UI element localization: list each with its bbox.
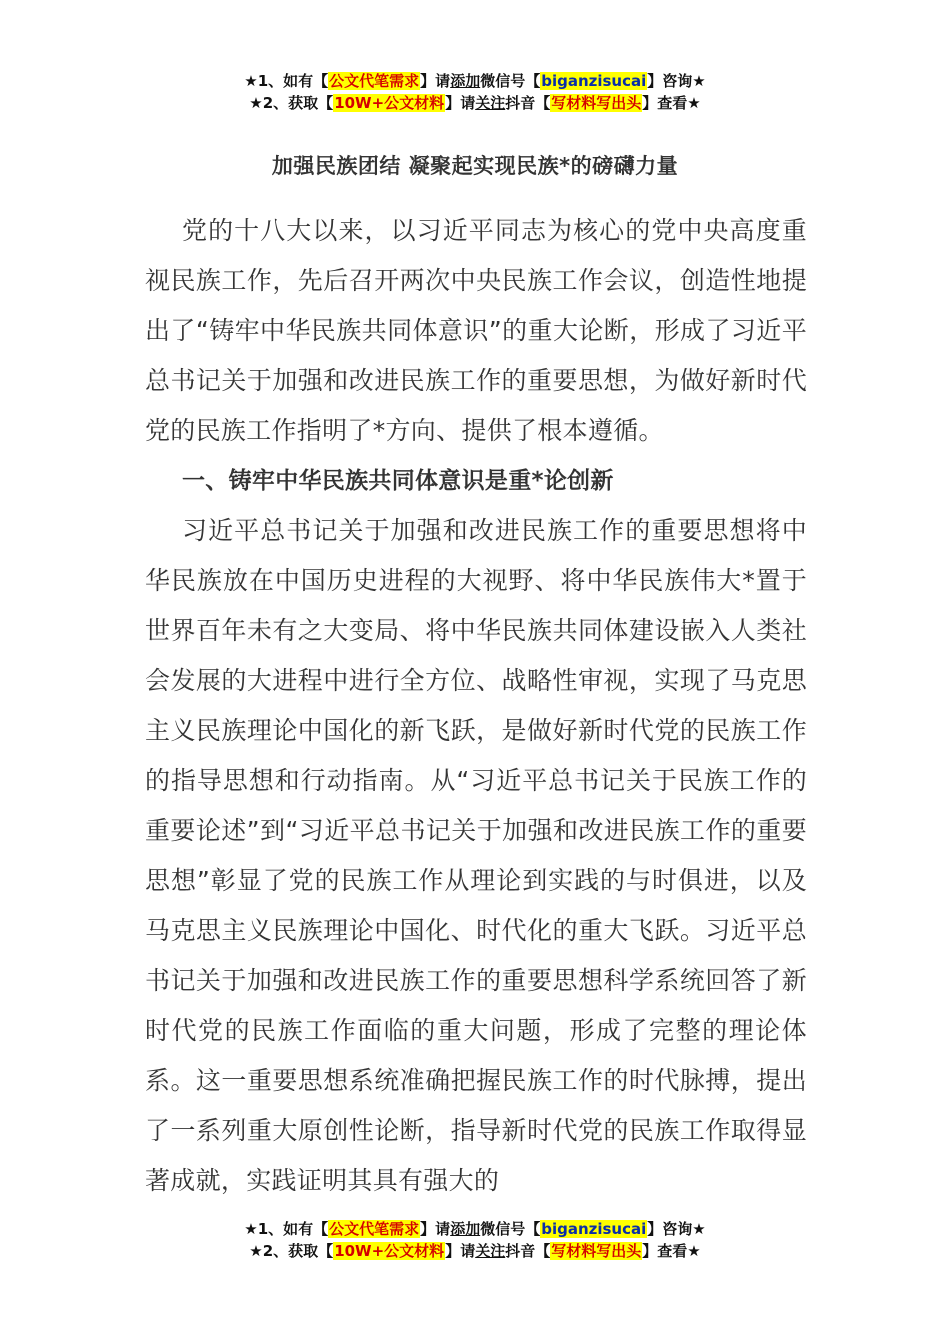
document-body bbox=[145, 206, 807, 1206]
promo-line-2: ★2、获取【10W+公文材料】请关注抖音【写材料写出头】查看★ bbox=[249, 1242, 701, 1260]
highlight-service: 公文代笔需求 bbox=[329, 1220, 420, 1238]
promo-line-1: ★1、如有【公文代笔需求】请添加微信号【biganzisucai】咨询★ bbox=[244, 1220, 706, 1238]
promo-line-2: ★2、获取【10W+公文材料】请关注抖音【写材料写出头】查看★ bbox=[249, 94, 701, 112]
highlight-materials: 10W+公文材料 bbox=[334, 1242, 445, 1260]
highlight-materials: 10W+公文材料 bbox=[334, 94, 445, 112]
highlight-wechat-id: biganzisucai bbox=[541, 72, 647, 90]
highlight-douyin: 写材料写出头 bbox=[551, 94, 642, 112]
section-heading-1: 一、铸牢中华民族共同体意识是重*论创新 bbox=[182, 468, 614, 494]
document-title: 加强民族团结 凝聚起实现民族*的磅礴力量 bbox=[271, 154, 679, 178]
highlight-wechat-id: biganzisucai bbox=[541, 1220, 647, 1238]
highlight-service: 公文代笔需求 bbox=[329, 72, 420, 90]
paragraph-intro: 党的十八大以来，以习近平同志为核心的党中央高度重视民族工作，先后召开两次中央民族工作会议，创造性地提出了“铸牢中华民族共同体意识”的重大论断，形成了习近平总书记关于加强和改进民族工作的重要思想，为做好新时代党的民族工作指明了*方向、提供了根本遵循。 bbox=[145, 216, 807, 445]
paragraph-section-1: 习近平总书记关于加强和改进民族工作的重要思想将中华民族放在中国历史进程的大视野、将中华民族伟大*置于世界百年未有之大变局、将中华民族共同体建设嵌入人类社会发展的大进程中进行全方位、战略性审视，实现了马克思主义民族理论中国化的新飞跃，是做好新时代党的民族工作的指导思想和行动指南。从“习近平总书记关于民族工作的重要论述”到“习近平总书记关于加强和改进民族工作的重要思想”彰显了党的民族工作从理论到实践的与时俱进，以及马克思主义民族理论中国化、时代化的重大飞跃。习近平总书记关于加强和改进民族工作的重要思想科学系统回答了新时代党的民族工作面临的重大问题，形成了完整的理论体系。这一重要思想系统准确把握民族工作的时代脉搏，提出了一系列重大原创性论断，指导新时代党的民族工作取得显著成就，实践证明其具有强大的 bbox=[145, 516, 807, 1195]
promo-banner-top bbox=[0, 70, 950, 114]
highlight-douyin: 写材料写出头 bbox=[551, 1242, 642, 1260]
promo-line-1: ★1、如有【公文代笔需求】请添加微信号【biganzisucai】咨询★ bbox=[244, 72, 706, 90]
promo-banner-bottom bbox=[0, 1218, 950, 1262]
